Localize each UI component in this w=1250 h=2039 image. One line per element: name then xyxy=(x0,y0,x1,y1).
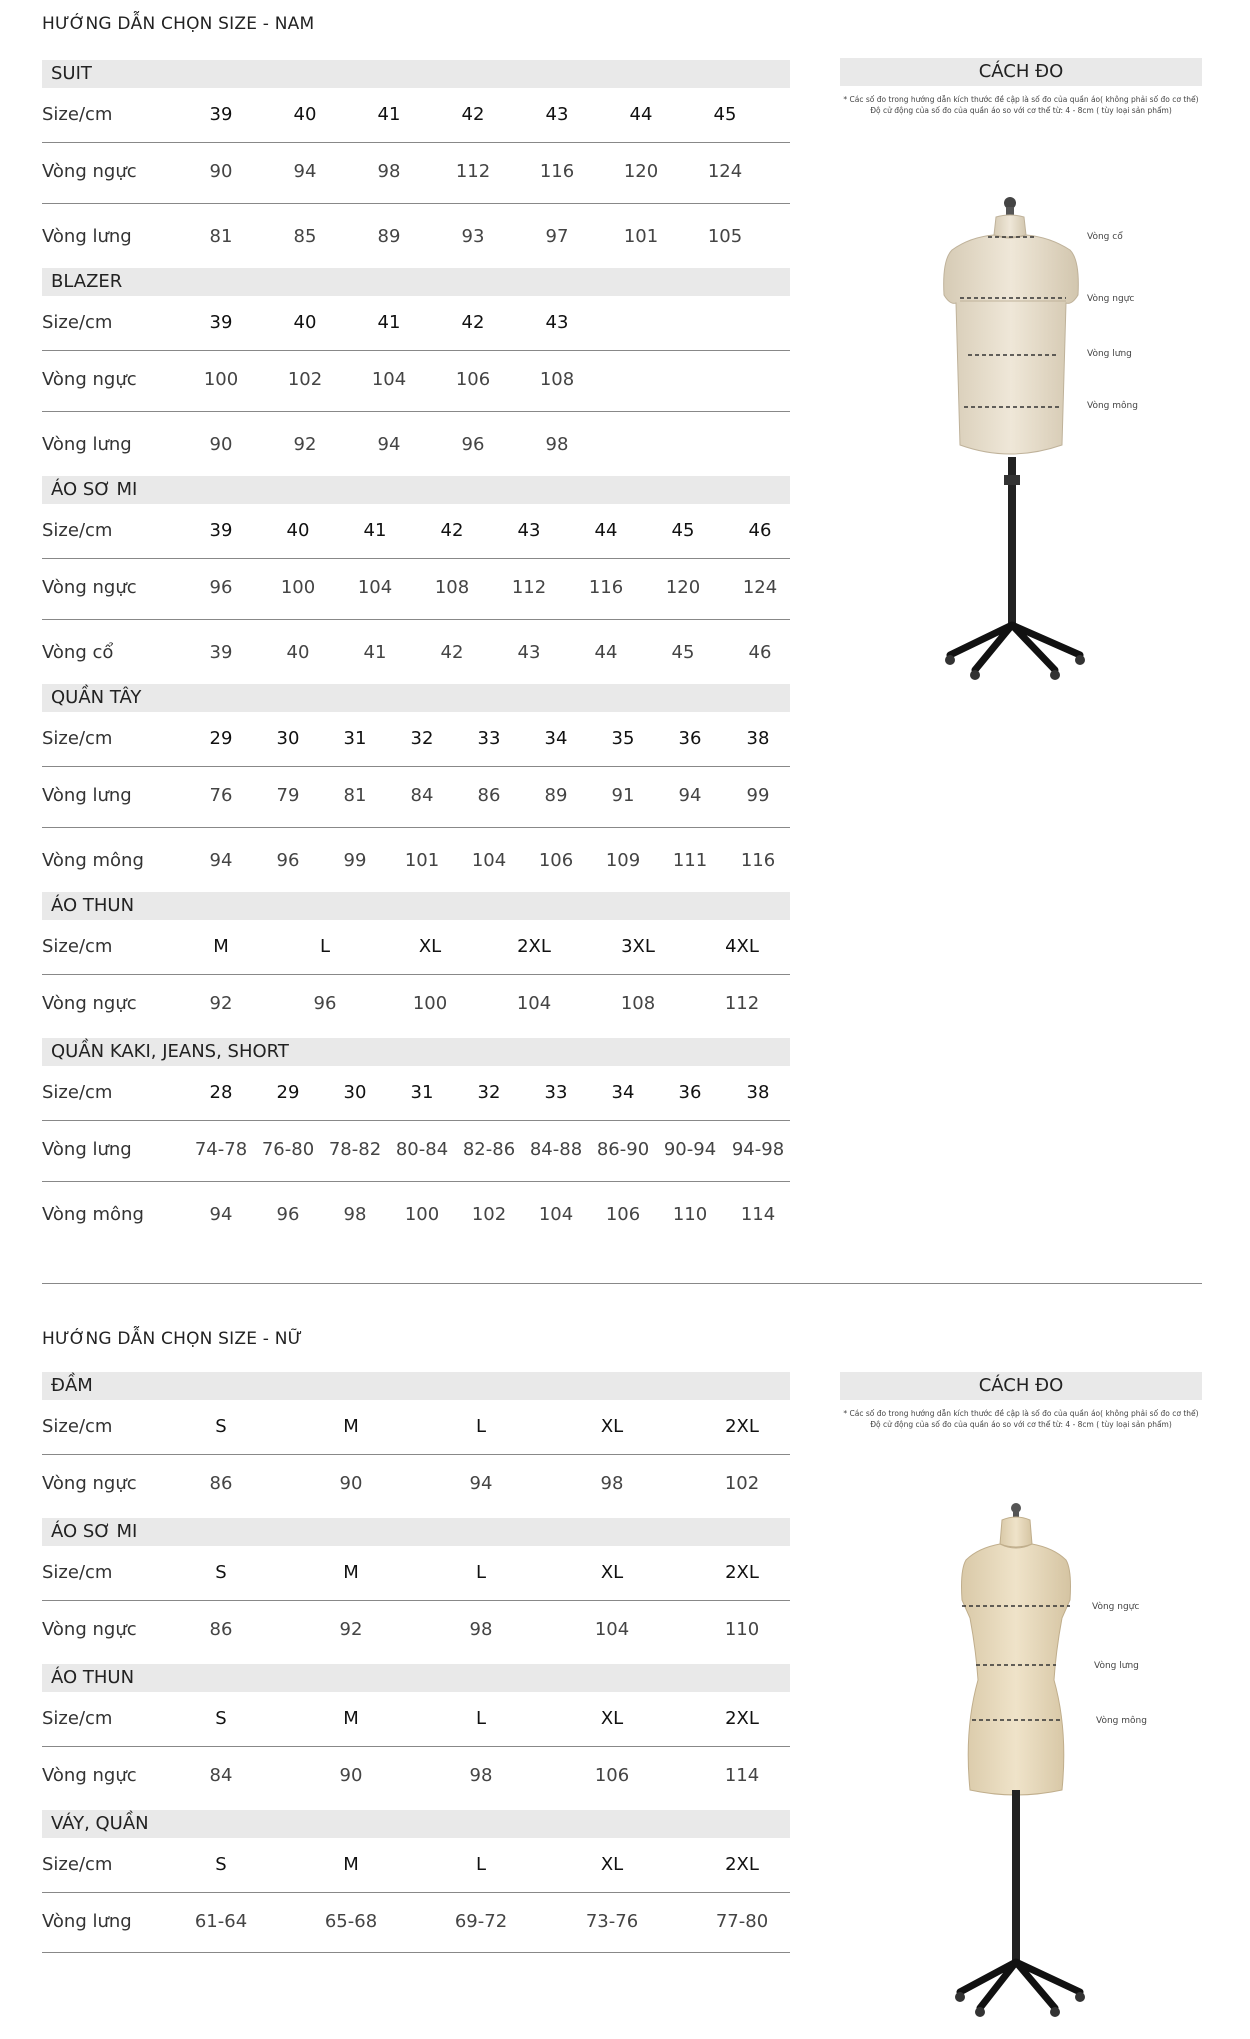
size-cell: 43 xyxy=(517,520,541,541)
size-cell: 36 xyxy=(678,728,702,749)
measure-cell: 90 xyxy=(339,1473,363,1494)
size-cell: L xyxy=(475,1562,487,1583)
measure-label: Vòng lưng xyxy=(42,1911,132,1932)
size-header-label: Size/cm xyxy=(42,104,113,125)
row-separator xyxy=(42,974,790,975)
size-cell: 46 xyxy=(748,520,772,541)
size-cell: 32 xyxy=(477,1082,501,1103)
size-cell: M xyxy=(343,1854,359,1875)
measure-cell: 109 xyxy=(605,850,641,871)
size-cell: 33 xyxy=(477,728,501,749)
measure-cell: 94 xyxy=(293,161,317,182)
male-measure-panel xyxy=(840,58,1202,116)
measure-cell: 98 xyxy=(343,1204,367,1225)
size-cell: S xyxy=(215,1854,227,1875)
measure-cell: 61-64 xyxy=(194,1911,248,1932)
size-cell: 36 xyxy=(678,1082,702,1103)
row-separator xyxy=(42,203,790,204)
row-separator xyxy=(42,1120,790,1121)
measure-cell: 108 xyxy=(539,369,575,390)
measure-cell: 84 xyxy=(410,785,434,806)
measure-cell: 106 xyxy=(538,850,574,871)
size-cell: 30 xyxy=(343,1082,367,1103)
measure-cell: 65-68 xyxy=(324,1911,378,1932)
measure-cell: 77-80 xyxy=(715,1911,769,1932)
size-cell: 2XL xyxy=(725,1708,759,1729)
male-category-ao-so-mi: ÁO SƠ MI xyxy=(42,476,790,504)
female-measure-panel xyxy=(840,1372,1202,1430)
size-cell: 38 xyxy=(746,728,770,749)
size-cell: 40 xyxy=(286,520,310,541)
measure-cell: 98 xyxy=(377,161,401,182)
size-cell: 42 xyxy=(461,312,485,333)
size-header-label: Size/cm xyxy=(42,312,113,333)
female-note-line-1: * Các số đo trong hướng dẫn kích thước đề cập là số đo của quần áo( không phải số đo cơ thể) xyxy=(843,1409,1199,1418)
male-category-quan-tay: QUẦN TÂY xyxy=(42,684,790,712)
measure-cell: 99 xyxy=(343,850,367,871)
size-cell: 34 xyxy=(611,1082,635,1103)
row-separator xyxy=(42,1952,790,1953)
measure-cell: 76 xyxy=(209,785,233,806)
female-category-ao-so-mi: ÁO SƠ MI xyxy=(42,1518,790,1546)
size-cell: 39 xyxy=(209,312,233,333)
female-note-line-2: Độ cử động của số đo của quần áo so với cơ thể từ: 4 - 8cm ( tùy loại sản phẩm) xyxy=(870,1420,1172,1429)
size-cell: 2XL xyxy=(517,936,551,957)
size-cell: 4XL xyxy=(725,936,759,957)
measure-cell: 86 xyxy=(209,1619,233,1640)
section-divider xyxy=(42,1283,1202,1284)
measure-cell: 98 xyxy=(469,1765,493,1786)
size-cell: 28 xyxy=(209,1082,233,1103)
measure-label: Vòng ngực xyxy=(42,161,137,182)
female-measure-heading: CÁCH ĐO xyxy=(840,1372,1202,1400)
measure-label: Vòng ngực xyxy=(42,1473,137,1494)
measure-cell: 94-98 xyxy=(731,1139,785,1160)
measure-cell: 106 xyxy=(594,1765,630,1786)
size-cell: L xyxy=(475,1416,487,1437)
measure-cell: 39 xyxy=(209,642,233,663)
measure-cell: 120 xyxy=(665,577,701,598)
measure-label: Vòng mông xyxy=(42,850,144,871)
measure-label: Vòng ngực xyxy=(42,1619,137,1640)
size-cell: 2XL xyxy=(725,1854,759,1875)
measure-cell: 84-88 xyxy=(529,1139,583,1160)
measure-label: Vòng lưng xyxy=(42,226,132,247)
row-separator xyxy=(42,619,790,620)
measure-cell: 112 xyxy=(511,577,547,598)
female-mannequin-image xyxy=(940,1500,1120,2020)
female-category-ao-thun: ÁO THUN xyxy=(42,1664,790,1692)
row-separator xyxy=(42,558,790,559)
measure-cell: 116 xyxy=(539,161,575,182)
size-cell: 29 xyxy=(209,728,233,749)
measure-cell: 120 xyxy=(623,161,659,182)
size-header-label: Size/cm xyxy=(42,520,113,541)
measure-cell: 91 xyxy=(611,785,635,806)
measure-cell: 43 xyxy=(517,642,541,663)
male-category-ao-thun: ÁO THUN xyxy=(42,892,790,920)
row-separator xyxy=(42,1746,790,1747)
measure-cell: 101 xyxy=(404,850,440,871)
male-measure-heading: CÁCH ĐO xyxy=(840,58,1202,86)
measure-cell: 116 xyxy=(588,577,624,598)
male-guide-title: HƯỚNG DẪN CHỌN SIZE - NAM xyxy=(42,14,315,34)
measure-cell: 97 xyxy=(545,226,569,247)
size-cell: XL xyxy=(600,1854,624,1875)
measure-cell: 106 xyxy=(455,369,491,390)
measure-cell: 90 xyxy=(209,161,233,182)
measure-cell: 86-90 xyxy=(596,1139,650,1160)
measure-cell: 81 xyxy=(209,226,233,247)
size-cell: M xyxy=(343,1708,359,1729)
size-cell: 39 xyxy=(209,104,233,125)
measure-cell: 89 xyxy=(544,785,568,806)
size-header-label: Size/cm xyxy=(42,1416,113,1437)
measure-label: Vòng mông xyxy=(42,1204,144,1225)
row-separator xyxy=(42,350,790,351)
measure-cell: 84 xyxy=(209,1765,233,1786)
measure-cell: 96 xyxy=(313,993,337,1014)
size-cell: XL xyxy=(600,1708,624,1729)
female-label-chest: Vòng ngực xyxy=(1092,1602,1140,1612)
measure-cell: 96 xyxy=(276,1204,300,1225)
measure-cell: 96 xyxy=(209,577,233,598)
measure-cell: 100 xyxy=(280,577,316,598)
size-cell: 45 xyxy=(713,104,737,125)
male-category-quan-kaki-jeans-short: QUẦN KAKI, JEANS, SHORT xyxy=(42,1038,790,1066)
measure-cell: 110 xyxy=(724,1619,760,1640)
row-separator xyxy=(42,827,790,828)
size-cell: 43 xyxy=(545,312,569,333)
measure-cell: 81 xyxy=(343,785,367,806)
measure-cell: 73-76 xyxy=(585,1911,639,1932)
row-separator xyxy=(42,411,790,412)
size-cell: 44 xyxy=(594,520,618,541)
size-cell: 38 xyxy=(746,1082,770,1103)
male-mannequin-image xyxy=(930,195,1120,695)
measure-cell: 124 xyxy=(707,161,743,182)
size-cell: L xyxy=(475,1854,487,1875)
measure-cell: 104 xyxy=(357,577,393,598)
size-cell: 45 xyxy=(671,520,695,541)
size-header-label: Size/cm xyxy=(42,1854,113,1875)
male-measure-note xyxy=(840,94,1202,116)
size-header-label: Size/cm xyxy=(42,1082,113,1103)
measure-cell: 100 xyxy=(203,369,239,390)
size-header-label: Size/cm xyxy=(42,936,113,957)
measure-cell: 96 xyxy=(461,434,485,455)
size-cell: XL xyxy=(600,1562,624,1583)
measure-label: Vòng lưng xyxy=(42,434,132,455)
male-category-blazer: BLAZER xyxy=(42,268,790,296)
measure-cell: 102 xyxy=(471,1204,507,1225)
measure-cell: 112 xyxy=(455,161,491,182)
row-separator xyxy=(42,1600,790,1601)
female-label-hip: Vòng mông xyxy=(1096,1716,1147,1726)
size-cell: 35 xyxy=(611,728,635,749)
female-measure-note xyxy=(840,1408,1202,1430)
size-cell: 32 xyxy=(410,728,434,749)
row-separator xyxy=(42,1181,790,1182)
size-cell: 41 xyxy=(363,520,387,541)
measure-cell: 90-94 xyxy=(663,1139,717,1160)
measure-cell: 89 xyxy=(377,226,401,247)
measure-cell: 111 xyxy=(672,850,708,871)
size-cell: 29 xyxy=(276,1082,300,1103)
measure-label: Vòng ngực xyxy=(42,1765,137,1786)
measure-cell: 116 xyxy=(740,850,776,871)
measure-cell: 108 xyxy=(620,993,656,1014)
measure-cell: 80-84 xyxy=(395,1139,449,1160)
size-cell: 3XL xyxy=(621,936,655,957)
size-cell: 42 xyxy=(440,520,464,541)
size-cell: 2XL xyxy=(725,1416,759,1437)
measure-cell: 94 xyxy=(469,1473,493,1494)
measure-cell: 124 xyxy=(742,577,778,598)
measure-cell: 104 xyxy=(471,850,507,871)
measure-cell: 94 xyxy=(209,850,233,871)
size-cell: 41 xyxy=(377,104,401,125)
measure-label: Vòng ngực xyxy=(42,577,137,598)
male-label-hip: Vòng mông xyxy=(1087,401,1138,411)
measure-cell: 112 xyxy=(724,993,760,1014)
size-header-label: Size/cm xyxy=(42,1562,113,1583)
measure-cell: 100 xyxy=(404,1204,440,1225)
measure-cell: 85 xyxy=(293,226,317,247)
size-cell: 30 xyxy=(276,728,300,749)
measure-cell: 96 xyxy=(276,850,300,871)
size-cell: 40 xyxy=(293,104,317,125)
female-label-waist: Vòng lưng xyxy=(1094,1661,1139,1671)
size-cell: L xyxy=(475,1708,487,1729)
female-category-dam: ĐẦM xyxy=(42,1372,790,1400)
measure-cell: 92 xyxy=(339,1619,363,1640)
measure-cell: 101 xyxy=(623,226,659,247)
measure-cell: 104 xyxy=(594,1619,630,1640)
measure-cell: 104 xyxy=(538,1204,574,1225)
male-category-suit: SUIT xyxy=(42,60,790,88)
size-cell: L xyxy=(319,936,331,957)
size-cell: 31 xyxy=(410,1082,434,1103)
male-note-line-1: * Các số đo trong hướng dẫn kích thước đề cập là số đo của quần áo( không phải số đo cơ thể) xyxy=(843,95,1199,104)
measure-cell: 106 xyxy=(605,1204,641,1225)
size-cell: M xyxy=(213,936,229,957)
measure-cell: 104 xyxy=(516,993,552,1014)
size-cell: 34 xyxy=(544,728,568,749)
measure-cell: 105 xyxy=(707,226,743,247)
size-cell: 44 xyxy=(629,104,653,125)
measure-label: Vòng lưng xyxy=(42,785,132,806)
size-cell: M xyxy=(343,1562,359,1583)
measure-cell: 74-78 xyxy=(194,1139,248,1160)
female-category-vay-quan: VÁY, QUẦN xyxy=(42,1810,790,1838)
measure-cell: 100 xyxy=(412,993,448,1014)
measure-cell: 94 xyxy=(209,1204,233,1225)
size-cell: 31 xyxy=(343,728,367,749)
measure-label: Vòng cổ xyxy=(42,642,114,663)
measure-cell: 108 xyxy=(434,577,470,598)
measure-cell: 92 xyxy=(293,434,317,455)
size-cell: 43 xyxy=(545,104,569,125)
measure-cell: 98 xyxy=(545,434,569,455)
size-cell: 41 xyxy=(377,312,401,333)
row-separator xyxy=(42,1454,790,1455)
measure-cell: 41 xyxy=(363,642,387,663)
size-cell: S xyxy=(215,1708,227,1729)
measure-cell: 40 xyxy=(286,642,310,663)
size-cell: S xyxy=(215,1416,227,1437)
measure-cell: 79 xyxy=(276,785,300,806)
male-label-neck: Vòng cổ xyxy=(1087,232,1123,242)
measure-cell: 98 xyxy=(469,1619,493,1640)
measure-label: Vòng ngực xyxy=(42,369,137,390)
measure-cell: 98 xyxy=(600,1473,624,1494)
measure-cell: 92 xyxy=(209,993,233,1014)
measure-cell: 76-80 xyxy=(261,1139,315,1160)
measure-cell: 46 xyxy=(748,642,772,663)
measure-cell: 102 xyxy=(287,369,323,390)
size-cell: 42 xyxy=(461,104,485,125)
measure-label: Vòng lưng xyxy=(42,1139,132,1160)
measure-cell: 104 xyxy=(371,369,407,390)
size-cell: S xyxy=(215,1562,227,1583)
row-separator xyxy=(42,766,790,767)
measure-cell: 99 xyxy=(746,785,770,806)
measure-cell: 42 xyxy=(440,642,464,663)
measure-cell: 94 xyxy=(377,434,401,455)
size-cell: 2XL xyxy=(725,1562,759,1583)
measure-cell: 45 xyxy=(671,642,695,663)
measure-cell: 90 xyxy=(209,434,233,455)
male-label-waist: Vòng lưng xyxy=(1087,349,1132,359)
measure-cell: 114 xyxy=(724,1765,760,1786)
measure-cell: 93 xyxy=(461,226,485,247)
size-header-label: Size/cm xyxy=(42,728,113,749)
measure-cell: 78-82 xyxy=(328,1139,382,1160)
measure-cell: 44 xyxy=(594,642,618,663)
measure-cell: 86 xyxy=(209,1473,233,1494)
measure-cell: 82-86 xyxy=(462,1139,516,1160)
measure-cell: 114 xyxy=(740,1204,776,1225)
size-header-label: Size/cm xyxy=(42,1708,113,1729)
size-cell: 33 xyxy=(544,1082,568,1103)
row-separator xyxy=(42,1892,790,1893)
measure-cell: 110 xyxy=(672,1204,708,1225)
size-cell: M xyxy=(343,1416,359,1437)
size-cell: 40 xyxy=(293,312,317,333)
size-cell: XL xyxy=(600,1416,624,1437)
measure-cell: 94 xyxy=(678,785,702,806)
male-note-line-2: Độ cử động của số đo của quần áo so với cơ thể từ: 4 - 8cm ( tùy loại sản phẩm) xyxy=(870,106,1172,115)
measure-cell: 69-72 xyxy=(454,1911,508,1932)
measure-cell: 102 xyxy=(724,1473,760,1494)
size-cell: 39 xyxy=(209,520,233,541)
female-guide-title: HƯỚNG DẪN CHỌN SIZE - NỮ xyxy=(42,1329,303,1349)
male-label-chest: Vòng ngực xyxy=(1087,294,1135,304)
size-cell: XL xyxy=(418,936,442,957)
row-separator xyxy=(42,142,790,143)
measure-label: Vòng ngực xyxy=(42,993,137,1014)
measure-cell: 90 xyxy=(339,1765,363,1786)
measure-cell: 86 xyxy=(477,785,501,806)
